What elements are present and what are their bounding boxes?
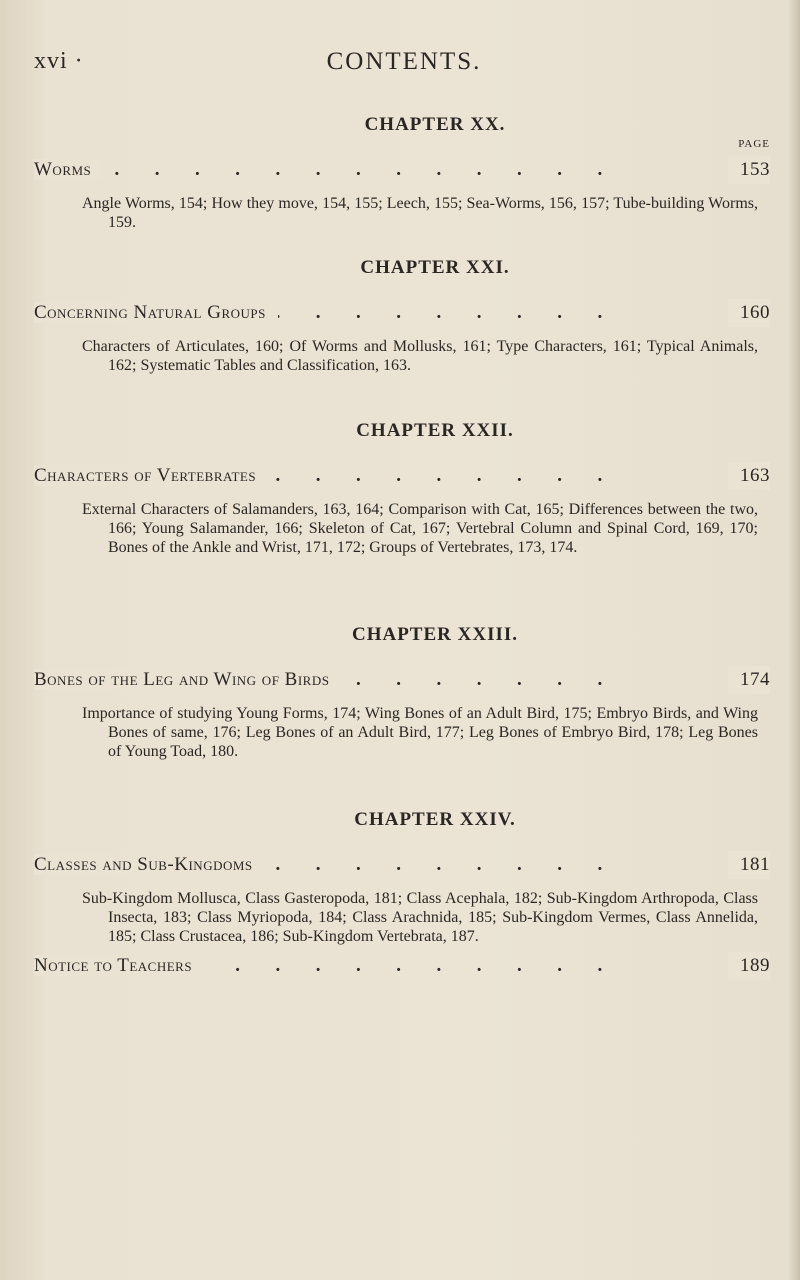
toc-entry[interactable] (34, 462, 770, 490)
toc-entry-notice[interactable] (34, 952, 770, 980)
chapter-block (34, 620, 770, 761)
toc-entry[interactable] (34, 851, 770, 879)
folio-separator: · (74, 48, 84, 74)
folio-number: xvi (34, 48, 68, 74)
entry-heading: Worms (34, 159, 103, 180)
entry-heading: Concerning Natural Groups (34, 302, 278, 323)
running-head (34, 48, 774, 78)
chapter-title: CHAPTER XXIII. (351, 624, 519, 645)
running-title: CONTENTS. (326, 48, 482, 75)
page-column-label: PAGE (738, 138, 770, 150)
chapter-title: CHAPTER XXIV. (354, 809, 516, 830)
entry-heading: Characters of Vertebrates (34, 465, 268, 486)
entry-description: Importance of studying Young Forms, 174; Wing Bones of an Adult Bird, 175; Embryo Birds, and Wing Bones of same, 176; Leg Bones of an Adult Bird, 177; Leg Bones of Embryo Bird, 178; Leg Bones of Young Toad, 180. (82, 705, 758, 760)
toc-entry[interactable] (34, 156, 770, 184)
entry-page-number: 163 (728, 462, 770, 490)
chapter-title: CHAPTER XX. (364, 114, 506, 135)
chapter-title: CHAPTER XXII. (356, 420, 514, 441)
chapter-block (34, 805, 770, 980)
entry-page-number: 153 (728, 156, 770, 184)
entry-page-number: 189 (728, 952, 770, 980)
entry-heading: Classes and Sub-Kingdoms (34, 854, 265, 875)
entry-page-number: 160 (728, 299, 770, 327)
chapter-title: CHAPTER XXI. (360, 257, 510, 278)
entry-description: External Characters of Salamanders, 163, 164; Comparison with Cat, 165; Differences between the two, 166; Young Salamander, 166; Skeleton of Cat, 167; Vertebral Column and Spinal Cord, 169, 170; Bones of the Ankle and Wrist, 171, 172; Groups of Vertebrates, 173, 174. (82, 501, 758, 556)
page-edge-shadow (788, 0, 800, 1280)
entry-page-number: 181 (728, 851, 770, 879)
entry-description: Characters of Articulates, 160; Of Worms and Mollusks, 161; Type Characters, 161; Typical Animals, 162; Systematic Tables and Classification, 163. (82, 338, 758, 374)
dot-leader (34, 156, 730, 184)
entry-heading: Notice to Teachers (34, 955, 204, 976)
toc-entry[interactable] (34, 666, 770, 694)
chapter-block (34, 416, 770, 557)
chapter-block (34, 253, 770, 375)
entry-heading: Bones of the Leg and Wing of Birds (34, 669, 341, 690)
entry-description: Angle Worms, 154; How they move, 154, 155; Leech, 155; Sea-Worms, 156, 157; Tube-building Worms, 159. (82, 195, 758, 231)
entry-page-number: 174 (728, 666, 770, 694)
entry-description: Sub-Kingdom Mollusca, Class Gasteropoda, 181; Class Acephala, 182; Sub-Kingdom Arthropoda, Class Insecta, 183; Class Myriopoda, 184; Class Arachnida, 185; Sub-Kingdom Vermes, Class Annelida, 185; Class Crustacea, 186; Sub-Kingdom Vertebrata, 187. (82, 890, 758, 945)
toc-entry[interactable] (34, 299, 770, 327)
chapter-block (34, 110, 770, 232)
